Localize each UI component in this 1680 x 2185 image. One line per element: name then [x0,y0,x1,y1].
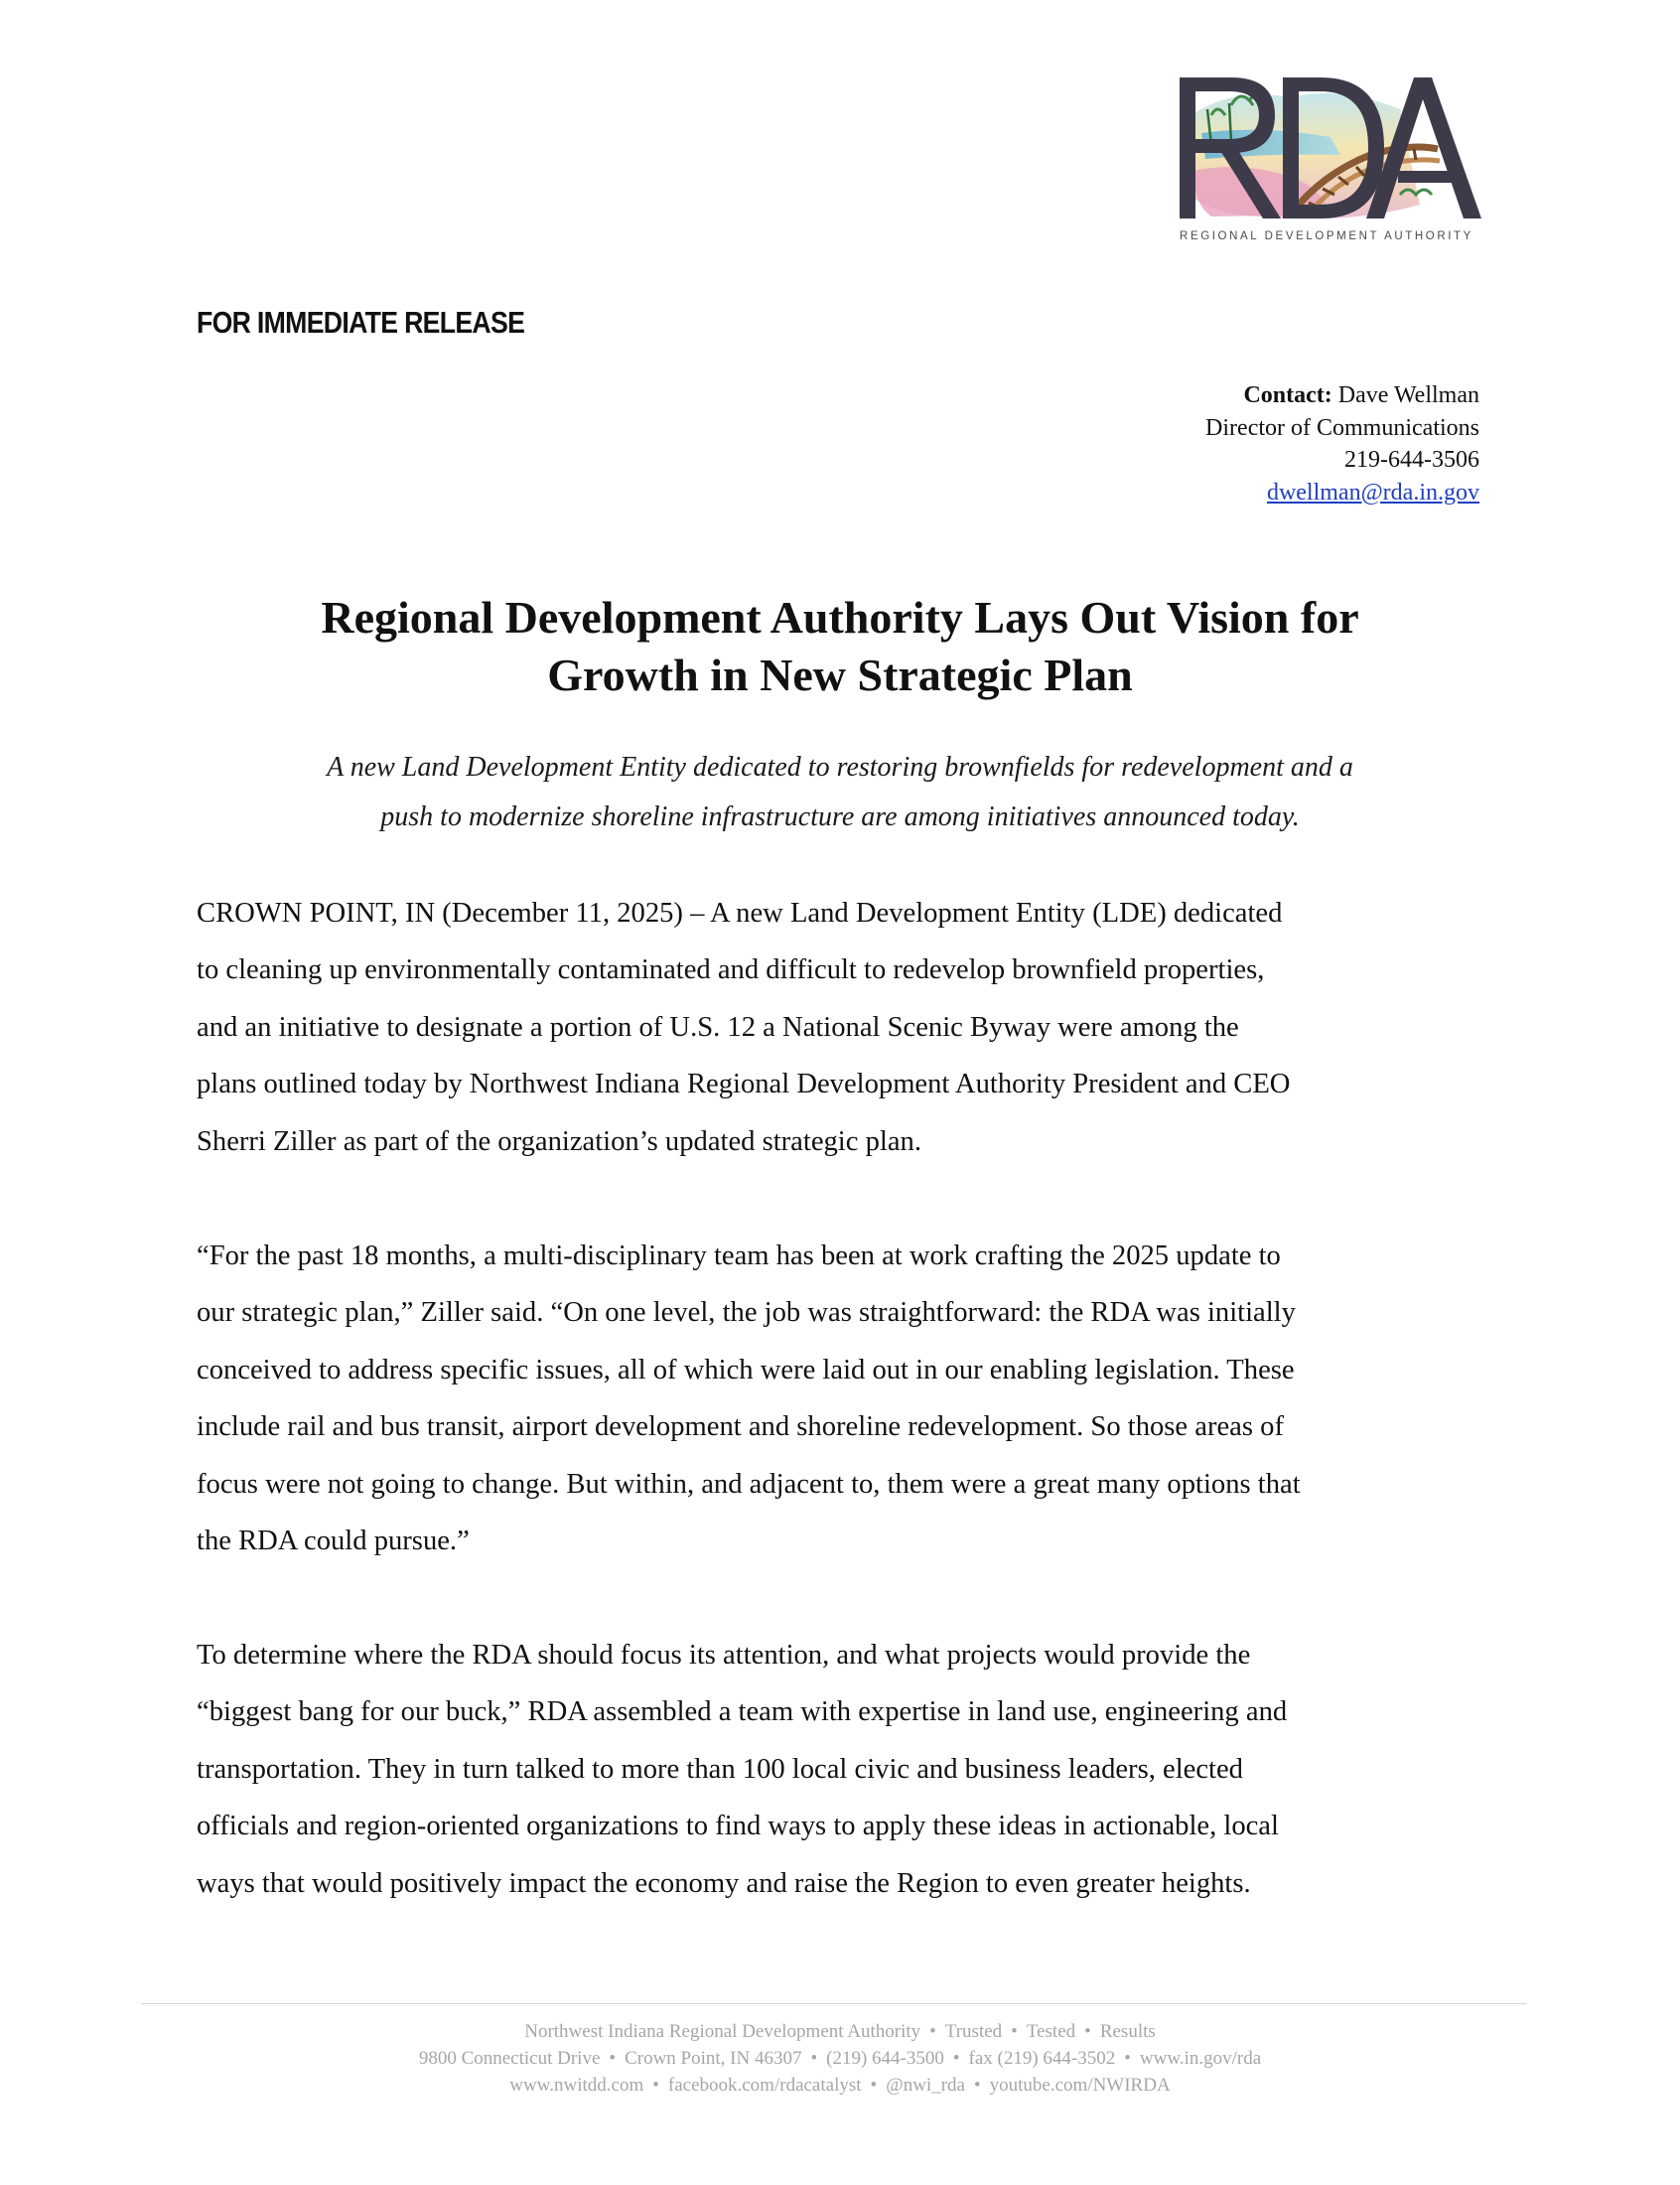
footer-link-nwitdd[interactable]: www.nwitdd.com [509,2075,644,2096]
footer-separator: • [1011,2021,1018,2042]
footer-line-2 [99,2045,1581,2072]
logo-tagline: REGIONAL DEVELOPMENT AUTHORITY [1180,230,1473,242]
paragraph-line: focus were not going to change. But within, and adjacent to, them were a great many options that [197,1468,1301,1500]
contact-email-link[interactable]: dwellman@rda.in.gov [1266,479,1479,506]
contact-name-line [1205,379,1479,412]
headline-line-1: Regional Development Authority Lays Out Vision for [321,592,1359,643]
body-paragraph-1 [197,885,1487,1170]
contact-phone: 219-644-3506 [1344,447,1479,473]
paragraph-line: and an initiative to designate a portion of U.S. 12 a National Scenic Byway were among the [197,1011,1239,1043]
footer-line-1 [99,2018,1581,2045]
rda-logo [1172,75,1481,250]
contact-name: Dave Wellman [1337,382,1479,408]
footer-phone: (219) 644-3500 [826,2048,944,2069]
rda-logo-mark [1172,75,1481,226]
footer-fax: fax (219) 644-3502 [968,2048,1116,2069]
release-label: FOR IMMEDIATE RELEASE [197,305,525,340]
footer-separator: • [810,2048,818,2069]
footer-separator: • [1124,2048,1131,2069]
footer-link-youtube[interactable]: youtube.com/NWIRDA [989,2075,1171,2096]
footer-link-twitter[interactable]: @nwi_rda [886,2075,965,2096]
headline [149,589,1531,704]
footer-divider [141,2003,1527,2004]
footer-separator: • [870,2075,878,2096]
headline-line-2: Growth in New Strategic Plan [547,650,1133,700]
paragraph-line: to cleaning up environmentally contaminated and difficult to redevelop brownfield properties, [197,954,1265,986]
paragraph-line: CROWN POINT, IN (December 11, 2025) – A new Land Development Entity (LDE) dedicated [197,898,1283,929]
contact-block [1205,379,1479,509]
body-paragraph-3 [197,1627,1487,1912]
footer-separator: • [1084,2021,1091,2042]
footer-separator: • [609,2048,617,2069]
footer-separator: • [929,2021,936,2042]
paragraph-line: “For the past 18 months, a multi-disciplinary team has been at work crafting the 2025 update to [197,1240,1281,1271]
footer-value: Tested [1026,2021,1076,2042]
subheadline-line-1: A new Land Development Entity dedicated to restoring brownfields for redevelopment and a [327,752,1353,783]
footer-address: 9800 Connecticut Drive [418,2048,601,2069]
paragraph-line: our strategic plan,” Ziller said. “On one level, the job was straightforward: the RDA was initially [197,1297,1296,1329]
footer-link-facebook[interactable]: facebook.com/rdacatalyst [667,2075,862,2096]
footer-web-link[interactable]: www.in.gov/rda [1139,2048,1262,2069]
footer-org: Northwest Indiana Regional Development Authority [524,2021,921,2042]
footer-separator: • [973,2075,981,2096]
footer [99,2018,1581,2099]
contact-title: Director of Communications [1205,414,1479,441]
body-paragraph-2 [197,1228,1487,1569]
subheadline-line-2: push to modernize shoreline infrastructure are among initiatives announced today. [380,801,1300,832]
paragraph-line: “biggest bang for our buck,” RDA assembled a team with expertise in land use, engineering and [197,1696,1288,1728]
paragraph-line: ways that would positively impact the economy and raise the Region to even greater heights. [197,1867,1251,1899]
subheadline [149,743,1531,842]
paragraph-line: To determine where the RDA should focus its attention, and what projects would provide the [197,1640,1251,1671]
paragraph-line: the RDA could pursue.” [197,1526,470,1557]
footer-value: Results [1099,2021,1156,2042]
paragraph-line: Sherri Ziller as part of the organization’s updated strategic plan. [197,1125,921,1157]
paragraph-line: plans outlined today by Northwest Indiana Regional Development Authority President and CEO [197,1069,1291,1100]
footer-separator: • [952,2048,960,2069]
footer-value: Trusted [944,2021,1003,2042]
contact-label: Contact: [1243,382,1332,408]
paragraph-line: transportation. They in turn talked to more than 100 local civic and business leaders, elected [197,1753,1243,1785]
paragraph-line: officials and region-oriented organizations to find ways to apply these ideas in actionable, local [197,1811,1279,1842]
footer-line-3 [99,2072,1581,2099]
paragraph-line: include rail and bus transit, airport development and shoreline redevelopment. So those areas of [197,1411,1284,1443]
paragraph-line: conceived to address specific issues, all of which were laid out in our enabling legislation. These [197,1354,1295,1385]
footer-separator: • [652,2075,659,2096]
footer-city: Crown Point, IN 46307 [625,2048,802,2069]
